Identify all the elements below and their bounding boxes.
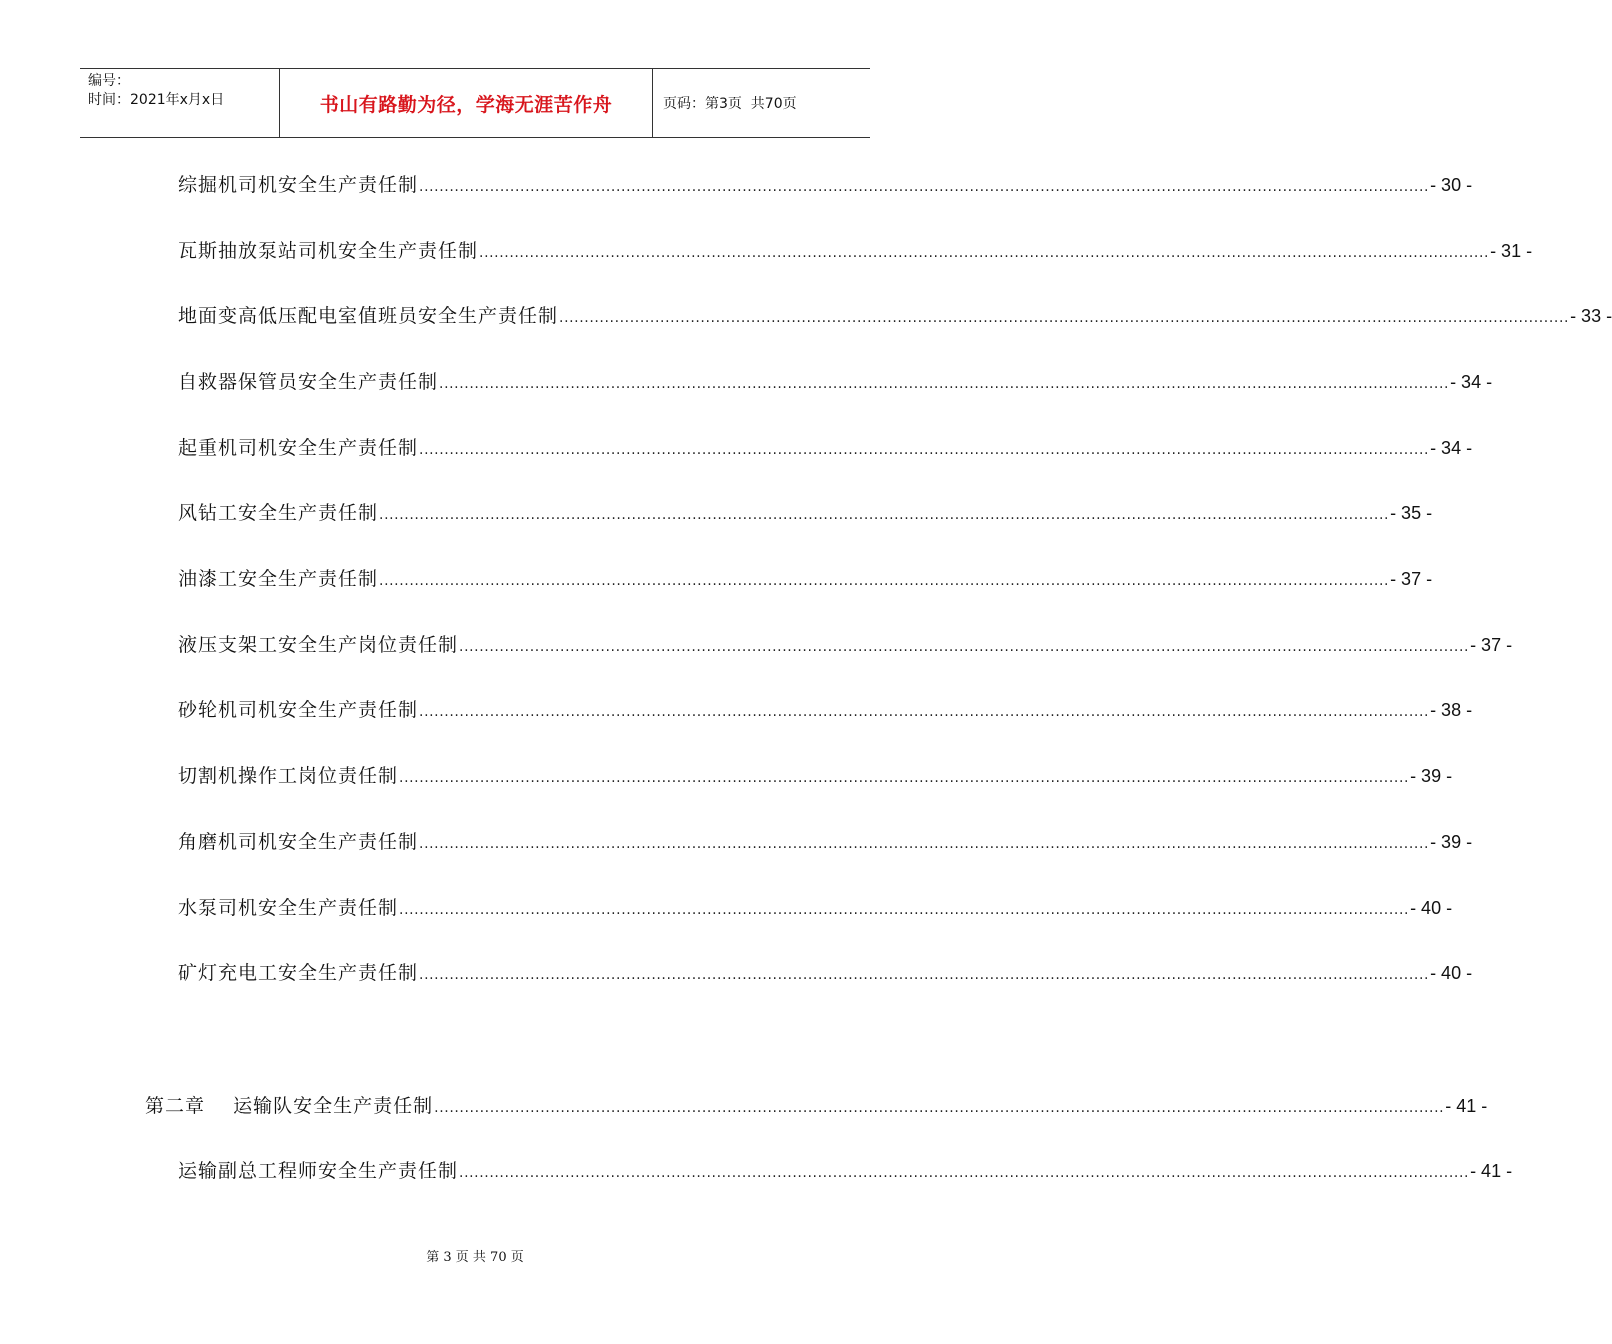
toc-entry-page: - 40 -: [1410, 898, 1453, 918]
toc-entry-title: 自救器保管员安全生产责任制: [178, 371, 439, 393]
number-label: 编号：: [88, 73, 130, 89]
toc-entry[interactable]: [178, 630, 1513, 658]
toc-leader: ........................................................................................................................................................................................................: [479, 245, 1490, 261]
header-meta: [80, 69, 280, 137]
toc-entry[interactable]: [178, 761, 1453, 789]
toc-entry-page: - 34 -: [1450, 372, 1493, 392]
toc-leader: ........................................................................................................................................................................................................: [379, 507, 1390, 523]
toc-leader: ........................................................................................................................................................................................................: [439, 376, 1450, 392]
toc-entry-page: - 39 -: [1430, 832, 1473, 852]
toc-entry-title: 切割机操作工岗位责任制: [178, 765, 399, 787]
toc-entry-page: - 31 -: [1490, 241, 1533, 261]
toc-leader: ........................................................................................................................................................................................................: [419, 967, 1430, 983]
toc-entry[interactable]: [178, 498, 1433, 526]
toc-leader: ........................................................................................................................................................................................................: [559, 310, 1570, 326]
toc-entry-title: 液压支架工安全生产岗位责任制: [178, 634, 459, 656]
toc-entry[interactable]: [178, 893, 1453, 921]
toc-entry[interactable]: [178, 367, 1493, 395]
toc-entry[interactable]: [178, 695, 1473, 723]
toc-leader: ........................................................................................................................................................................................................: [419, 836, 1430, 852]
toc-entry-title: 综掘机司机安全生产责任制: [178, 174, 419, 196]
toc-entry-title: 运输副总工程师安全生产责任制: [178, 1160, 459, 1182]
toc-chapter-entry[interactable]: [145, 1091, 1488, 1119]
toc-entry[interactable]: [178, 1156, 1513, 1184]
toc-entry-page: - 30 -: [1430, 175, 1473, 195]
toc-entry-title: 风钻工安全生产责任制: [178, 502, 379, 524]
header-page-info: 页码：第3页 共70页: [663, 96, 797, 112]
toc-leader: ........................................................................................................................................................................................................: [379, 573, 1390, 589]
toc-leader: ........................................................................................................................................................................................................: [434, 1100, 1445, 1116]
page-footer: 第 3 页 共 70 页: [426, 1250, 524, 1265]
toc-entry-page: - 37 -: [1470, 635, 1513, 655]
toc-entry-page: - 40 -: [1430, 963, 1473, 983]
toc-entry[interactable]: [178, 301, 1612, 329]
toc-entry-page: - 33 -: [1570, 306, 1612, 326]
toc-entry-page: - 34 -: [1430, 438, 1473, 458]
toc-entry-page: - 37 -: [1390, 569, 1433, 589]
toc-entry-page: - 39 -: [1410, 766, 1453, 786]
toc-entry-title: 瓦斯抽放泵站司机安全生产责任制: [178, 240, 479, 262]
toc-entry-title: 矿灯充电工安全生产责任制: [178, 962, 419, 984]
header-motto: 书山有路勤为径，学海无涯苦作舟: [280, 69, 653, 137]
toc-entry-title: 角磨机司机安全生产责任制: [178, 831, 419, 853]
toc-entry-title: 第二章 运输队安全生产责任制: [145, 1095, 434, 1117]
page-header: [80, 68, 870, 138]
toc-entry[interactable]: [178, 170, 1473, 198]
toc-entry-title: 地面变高低压配电室值班员安全生产责任制: [178, 305, 559, 327]
toc-entry-page: - 41 -: [1445, 1096, 1488, 1116]
toc-entry[interactable]: [178, 564, 1433, 592]
toc-leader: ........................................................................................................................................................................................................: [419, 442, 1430, 458]
toc-leader: ........................................................................................................................................................................................................: [419, 179, 1430, 195]
time-label: 时间：2021年x月x日: [88, 92, 225, 108]
toc-entry-page: - 41 -: [1470, 1161, 1513, 1181]
toc-entry-title: 砂轮机司机安全生产责任制: [178, 699, 419, 721]
toc-leader: ........................................................................................................................................................................................................: [459, 1165, 1470, 1181]
toc-entry-page: - 35 -: [1390, 503, 1433, 523]
toc-entry[interactable]: [178, 827, 1473, 855]
toc-leader: ........................................................................................................................................................................................................: [399, 770, 1410, 786]
toc-leader: ........................................................................................................................................................................................................: [399, 902, 1410, 918]
toc-entry-title: 水泵司机安全生产责任制: [178, 897, 399, 919]
toc-entry[interactable]: [178, 236, 1533, 264]
toc-entry-title: 油漆工安全生产责任制: [178, 568, 379, 590]
toc-entry-page: - 38 -: [1430, 700, 1473, 720]
toc-leader: ........................................................................................................................................................................................................: [459, 639, 1470, 655]
toc-entry[interactable]: [178, 958, 1473, 986]
toc-leader: ........................................................................................................................................................................................................: [419, 704, 1430, 720]
toc-entry-title: 起重机司机安全生产责任制: [178, 437, 419, 459]
toc-entry[interactable]: [178, 433, 1473, 461]
